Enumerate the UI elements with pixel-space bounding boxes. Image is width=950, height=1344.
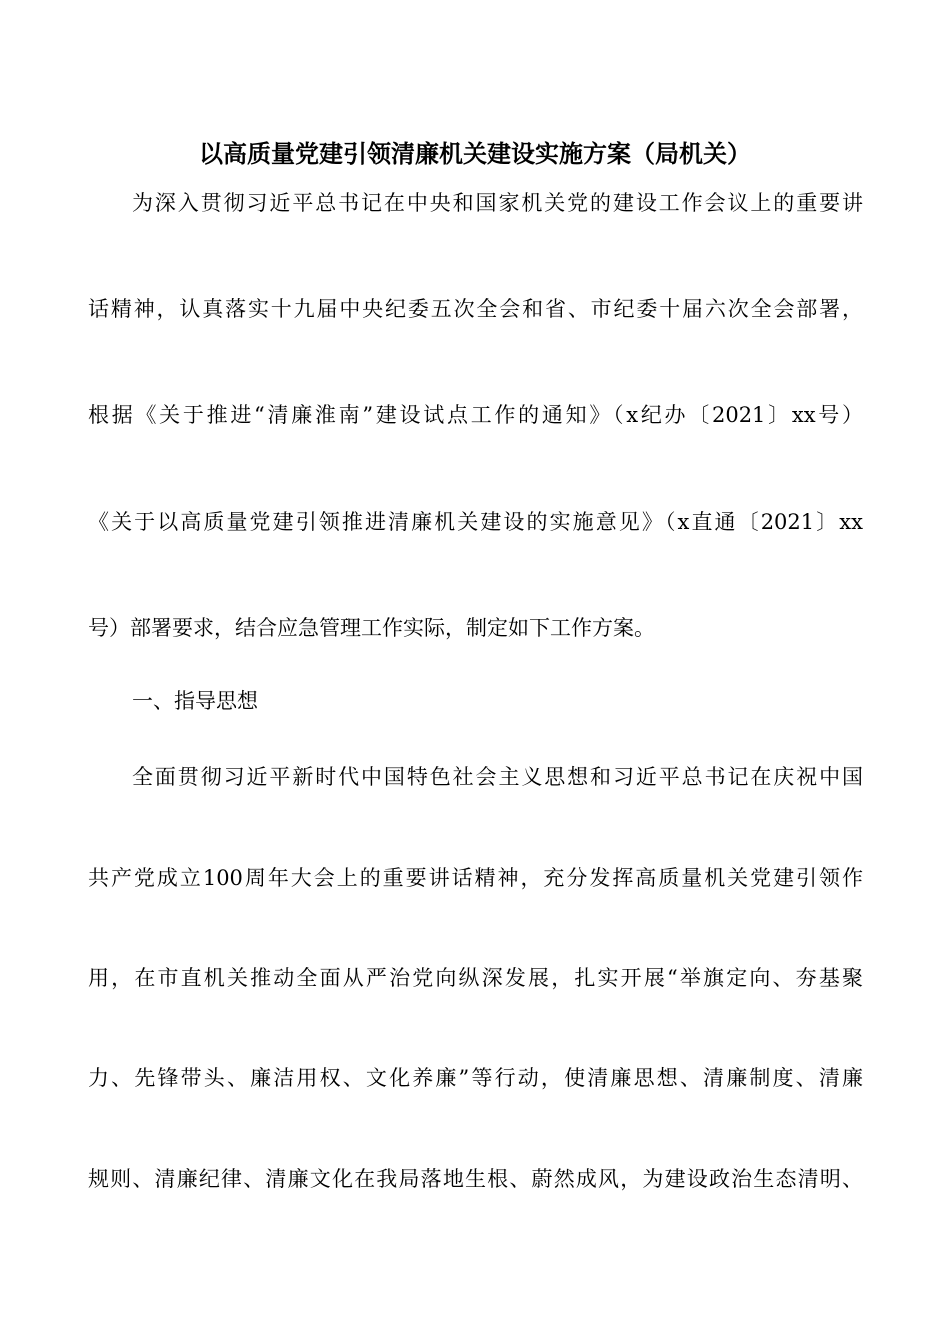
paragraph-line: 为深入贯彻习近平总书记在中央和国家机关党的建设工作会议上的重要讲 [132, 191, 863, 215]
paragraph-line: 话精神，认真落实十九届中央纪委五次全会和省、市纪委十届六次全会部署， [88, 297, 863, 321]
paragraph-line: 力、先锋带头、廉洁用权、文化养廉”等行动，使清廉思想、清廉制度、清廉 [88, 1066, 863, 1090]
paragraph-line: 规则、清廉纪律、清廉文化在我局落地生根、蔚然成风，为建设政治生态清明、 [88, 1167, 863, 1191]
paragraph-line: 用，在市直机关推动全面从严治党向纵深发展，扎实开展“举旗定向、夯基聚 [88, 966, 863, 990]
document-title: 以高质量党建引领清廉机关建设实施方案（局机关） [199, 139, 751, 168]
paragraph-line: 《关于以高质量党建引领推进清廉机关建设的实施意见》（x直通〔2021〕xx [88, 510, 863, 534]
paragraph-line: 共产党成立100周年大会上的重要讲话精神，充分发挥高质量机关党建引领作 [88, 866, 863, 890]
paragraph-line: 号）部署要求，结合应急管理工作实际，制定如下工作方案。 [88, 616, 655, 640]
paragraph-line: 全面贯彻习近平新时代中国特色社会主义思想和习近平总书记在庆祝中国 [132, 765, 863, 789]
paragraph-line: 根据《关于推进“清廉淮南”建设试点工作的通知》（x纪办〔2021〕xx号） [88, 403, 863, 427]
section-heading: 一、指导思想 [132, 689, 258, 713]
